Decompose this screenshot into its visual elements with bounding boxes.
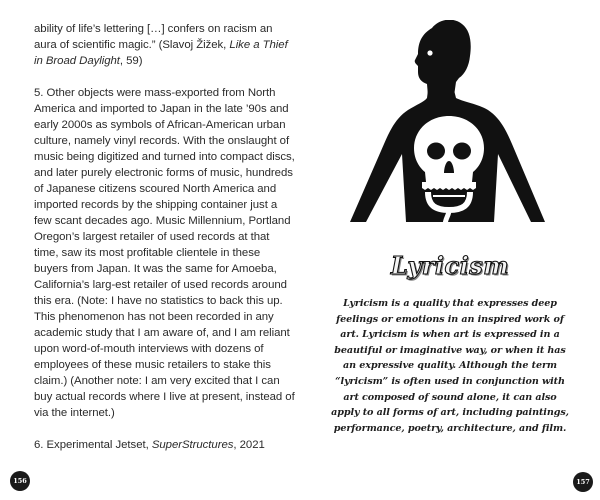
page-number: 157 (576, 478, 590, 486)
endnotes (34, 21, 296, 453)
note-text: , 59) (119, 55, 143, 67)
note-text: , 2021 (233, 439, 265, 451)
eye-dot (427, 50, 432, 55)
note-text: ability of life’s lettering […] confers on racism an aura of scientific magic.” (Slavoj Žižek, (34, 23, 273, 51)
entry-definition: Lyricism is a quality that expresses deep feelings or emotions in an inspired work of art. Lyricism is when art is expressed in a beautiful or imaginative way, or when it has an expressive quality. Although the term “lyricism” is often used in conjunction with art composed of sound alone, it can also apply to all forms of art, including paintings, performance, poetry, architecture, and film. (331, 298, 569, 434)
skull-silhouette-illustration (348, 20, 552, 226)
endnote-5 (34, 85, 296, 421)
note-text: 6. Experimental Jetset, (34, 439, 152, 451)
italic-title: Like a Thief in Broad Daylight (34, 39, 288, 67)
note-text: 5. Other objects were mass-exported from North America and imported to Japan in the late ’90s and early 2000s as symbols of African-American urban culture, namely vinyl records. With the onslaught of music being digitized and turned into compact discs, and later purely electronic forms of music, hundreds of Japanese citizens scoured North America and imported records by the shipping container just a few scant decades ago. Music Millennium, Portland Oregon’s largest retailer of used records at that time, saw its most profitable clientele in these buyers from Japan. It was the same for Amoeba, California’s larg-est retailer of used records around this era. (Note: I have no statistics to back this up. This phenomenon has not been recorded in any academic study that I am aware of, and I am reliant upon word-of-mouth interviews with dozens of employees of these music retailers to stake this claim.) (Another note: I am very excited that I can buy actual records where I live at present, instead of via the internet.) (34, 87, 295, 419)
skull-eye-left (427, 143, 445, 160)
skull-teeth (422, 182, 476, 190)
endnote-6 (34, 437, 296, 453)
italic-title: SuperStructures (151, 439, 234, 451)
right-page (300, 0, 600, 500)
skull-eye-right (453, 143, 471, 160)
entry-title: Lyricism (390, 251, 510, 280)
skull-mouth (433, 195, 465, 197)
endnote-continued (34, 21, 296, 69)
page-number: 156 (13, 477, 27, 485)
page-number-badge (573, 472, 593, 492)
head-shape (415, 20, 471, 96)
page-number-badge (10, 471, 30, 491)
